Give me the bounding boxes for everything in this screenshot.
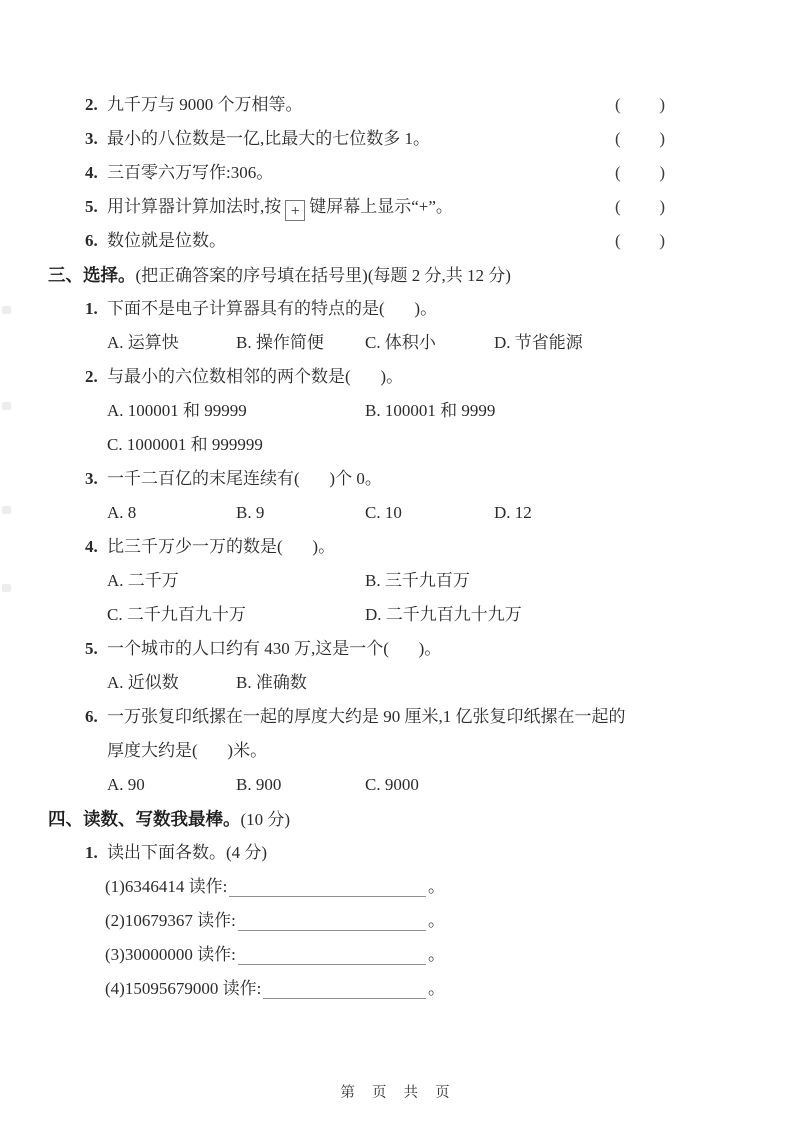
option-b: B. 三千九百万 [365, 571, 470, 590]
section-three-title: 三、选择。 [48, 265, 136, 285]
choice-q2-options-row1 [48, 394, 665, 428]
section-four-heading-line [48, 802, 665, 836]
option-b: B. 操作简便 [236, 333, 324, 352]
option-d: D. 二千九百九十九万 [365, 605, 522, 624]
period: 。 [428, 945, 445, 964]
answer-bracket [615, 122, 665, 156]
answer-bracket [615, 88, 665, 122]
answer-blank [263, 972, 426, 999]
read-item-label: (2)10679367 读作: [105, 911, 236, 930]
option-b: B. 900 [236, 775, 282, 794]
section-three-heading-line [48, 258, 665, 292]
answer-blank [229, 870, 426, 897]
question-text-line2: 厚度大约是( )米。 [107, 741, 268, 760]
judge-item-text: 最小的八位数是一亿,比最大的七位数多 1。 [107, 129, 430, 148]
choice-q4-options-row1 [48, 564, 665, 598]
question-number: 1. [85, 299, 98, 318]
question-text: 与最小的六位数相邻的两个数是( )。 [107, 367, 404, 386]
scan-artifact [2, 306, 11, 314]
bracket-close: ) [659, 197, 665, 216]
judge-item-4 [48, 156, 665, 190]
read-item-label: (3)30000000 读作: [105, 945, 236, 964]
page-footer: 第 页 共 页 [340, 1085, 453, 1101]
option-a: A. 近似数 [107, 673, 179, 692]
question-text: 一千二百亿的末尾连续有( )个 0。 [107, 469, 382, 488]
section-four-score: (10 分) [240, 810, 291, 829]
choice-q4-options-row2 [48, 598, 665, 632]
choice-q2 [48, 360, 665, 394]
option-c: C. 10 [365, 503, 402, 522]
question-number: 4. [85, 537, 98, 556]
option-a: A. 运算快 [107, 333, 179, 352]
scan-artifact [2, 584, 11, 592]
judge-item-text: 数位就是位数。 [107, 231, 226, 250]
bracket-close: ) [659, 95, 665, 114]
read-item-1 [68, 870, 445, 904]
read-item-label: (4)15095679000 读作: [105, 979, 262, 998]
judge-item-text: 九千万与 9000 个万相等。 [107, 95, 303, 114]
choice-q4 [48, 530, 665, 564]
question-number: 6. [85, 707, 98, 726]
choice-q6-line2 [48, 734, 665, 768]
option-a: A. 8 [107, 503, 137, 522]
read-item-2 [68, 904, 445, 938]
choice-q3 [48, 462, 665, 496]
bracket-open: ( [615, 231, 621, 250]
choice-q3-options [48, 496, 665, 530]
item-number: 6. [85, 231, 98, 250]
subquestion-text: 读出下面各数。 [107, 843, 226, 862]
bracket-open: ( [615, 129, 621, 148]
read-item-3 [68, 938, 445, 972]
judge-item-text [107, 190, 453, 224]
answer-blank [238, 904, 426, 931]
choice-q5-options [48, 666, 665, 700]
bracket-open: ( [615, 197, 621, 216]
answer-bracket [615, 224, 665, 258]
choice-q2-options-row2 [48, 428, 665, 462]
item-number: 2. [85, 95, 98, 114]
bracket-close: ) [659, 163, 665, 182]
judge-item-text: 三百零六万写作:306。 [107, 163, 274, 182]
period: 。 [428, 877, 445, 896]
read-item-4 [68, 972, 445, 1006]
judge-item-2 [48, 88, 665, 122]
option-c: C. 1000001 和 999999 [107, 435, 263, 454]
scan-artifact [2, 402, 11, 410]
option-c: C. 9000 [365, 775, 419, 794]
judge-item-text-pre: 用计算器计算加法时,按 [107, 197, 282, 216]
option-b: B. 100001 和 9999 [365, 401, 496, 420]
option-a: A. 90 [107, 775, 145, 794]
choice-q1 [48, 292, 665, 326]
item-number: 5. [85, 197, 98, 216]
question-number: 2. [85, 367, 98, 386]
option-b: B. 9 [236, 503, 265, 522]
choice-q6-options [48, 768, 665, 802]
read-item-label: (1)6346414 读作: [105, 877, 228, 896]
option-a: A. 二千万 [107, 571, 179, 590]
period: 。 [428, 979, 445, 998]
option-c: C. 二千九百九十万 [107, 605, 246, 624]
reading-subheading [48, 836, 665, 870]
subquestion-score: (4 分) [226, 843, 268, 862]
option-d: D. 节省能源 [494, 333, 583, 352]
answer-bracket [615, 190, 665, 224]
calculator-plus-key: + [285, 200, 305, 221]
answer-bracket [615, 156, 665, 190]
choice-q5 [48, 632, 665, 666]
option-b: B. 准确数 [236, 673, 307, 692]
option-c: C. 体积小 [365, 333, 436, 352]
period: 。 [428, 911, 445, 930]
scan-artifact [2, 506, 11, 514]
option-a: A. 100001 和 99999 [107, 401, 247, 420]
bracket-open: ( [615, 95, 621, 114]
question-number: 5. [85, 639, 98, 658]
answer-blank [238, 938, 426, 965]
judge-item-5 [48, 190, 665, 224]
bracket-open: ( [615, 163, 621, 182]
question-text: 比三千万少一万的数是( )。 [107, 537, 336, 556]
item-number: 4. [85, 163, 98, 182]
judge-item-text-post: 键屏幕上显示“+”。 [309, 197, 453, 216]
choice-q1-options [48, 326, 665, 360]
section-four-title: 四、读数、写数我最棒。 [48, 809, 241, 829]
subquestion-number: 1. [85, 843, 98, 862]
choice-q6-line1 [48, 700, 665, 734]
question-text-line1: 一万张复印纸摞在一起的厚度大约是 90 厘米,1 亿张复印纸摞在一起的 [107, 707, 626, 726]
question-text: 下面不是电子计算器具有的特点的是( )。 [107, 299, 438, 318]
option-d: D. 12 [494, 503, 532, 522]
section-three-instructions: (把正确答案的序号填在括号里)(每题 2 分,共 12 分) [135, 266, 511, 285]
question-number: 3. [85, 469, 98, 488]
bracket-close: ) [659, 129, 665, 148]
bracket-close: ) [659, 231, 665, 250]
judge-item-3 [48, 122, 665, 156]
item-number: 3. [85, 129, 98, 148]
question-text: 一个城市的人口约有 430 万,这是一个( )。 [107, 639, 442, 658]
judge-item-6 [48, 224, 665, 258]
